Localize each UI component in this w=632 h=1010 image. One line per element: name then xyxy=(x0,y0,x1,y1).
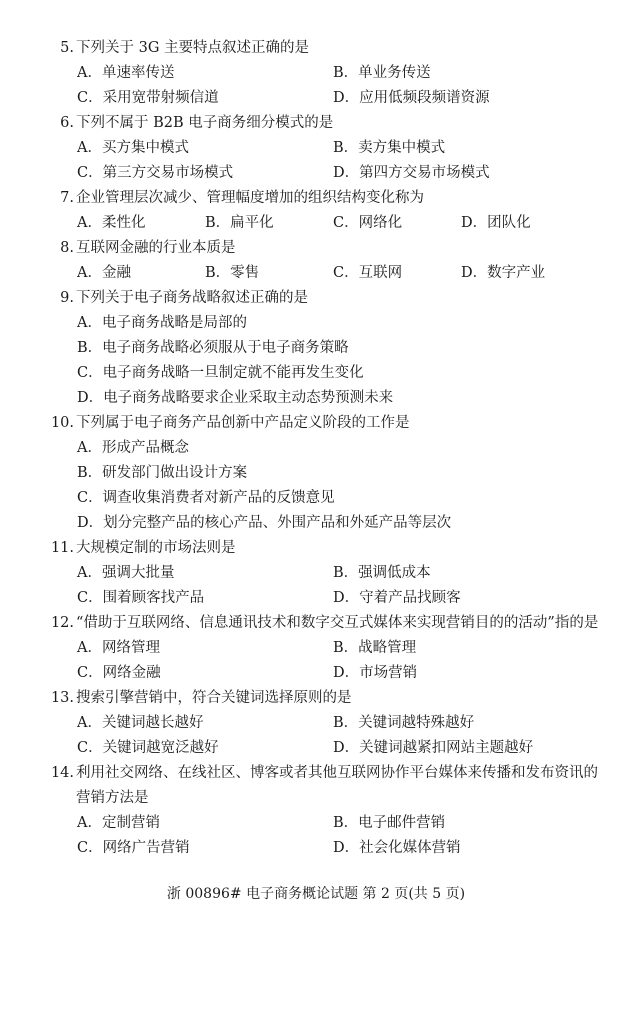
question-stem xyxy=(0,186,632,211)
question-stem xyxy=(0,761,632,786)
option-c: C．调查收集消费者对新产品的反馈意见 xyxy=(77,490,335,506)
option-b: B．电子邮件营销 xyxy=(333,815,446,831)
question-number: 7. xyxy=(60,190,74,206)
options-row xyxy=(0,586,632,611)
options-row xyxy=(0,136,632,161)
option-c: C．关键词越宽泛越好 xyxy=(77,740,219,756)
question-stem xyxy=(0,286,632,311)
options-row xyxy=(0,711,632,736)
options-row xyxy=(0,661,632,686)
option-d: D．团队化 xyxy=(461,215,531,231)
question-stem xyxy=(0,536,632,561)
question-6 xyxy=(0,111,632,186)
option-a: A．定制营销 xyxy=(77,815,160,831)
option-a: A．单速率传送 xyxy=(77,65,175,81)
options-row xyxy=(0,61,632,86)
option-c: C．围着顾客找产品 xyxy=(77,590,205,606)
option-b: B．关键词越特殊越好 xyxy=(333,715,475,731)
question-5 xyxy=(0,36,632,111)
option-d: D．社会化媒体营销 xyxy=(333,840,461,856)
question-number: 12. xyxy=(50,615,74,631)
option-b: B．研发部门做出设计方案 xyxy=(77,465,248,481)
question-9 xyxy=(0,286,632,411)
question-text: 下列关于电子商务战略叙述正确的是 xyxy=(76,290,308,306)
option-a: A．电子商务战略是局部的 xyxy=(77,315,247,331)
question-text: 大规模定制的市场法则是 xyxy=(76,540,236,556)
option-c: C．互联网 xyxy=(333,265,403,281)
option-d: D．守着产品找顾客 xyxy=(333,590,461,606)
question-10 xyxy=(0,411,632,536)
question-13 xyxy=(0,686,632,761)
option-a: A．买方集中模式 xyxy=(77,140,189,156)
options-row xyxy=(0,211,632,236)
option-b: B．单业务传送 xyxy=(333,65,431,81)
option-b: B．电子商务战略必须服从于电子商务策略 xyxy=(77,340,349,356)
options-row xyxy=(0,736,632,761)
question-12 xyxy=(0,611,632,686)
option-c: C．网络化 xyxy=(333,215,403,231)
question-8 xyxy=(0,236,632,286)
option-d: D．数字产业 xyxy=(461,265,546,281)
question-stem xyxy=(0,411,632,436)
question-text: 搜索引擎营销中，符合关键词选择原则的是 xyxy=(76,690,352,706)
option-b: B．战略管理 xyxy=(333,640,417,656)
option-c: C．网络广告营销 xyxy=(77,840,190,856)
option-a: A．强调大批量 xyxy=(77,565,175,581)
options-row xyxy=(0,811,632,836)
option-d: D．电子商务战略要求企业采取主动态势预测未来 xyxy=(77,390,394,406)
option-a: A．金融 xyxy=(77,265,131,281)
question-text: 互联网金融的行业本质是 xyxy=(76,240,236,256)
question-number: 8. xyxy=(60,240,74,256)
option-d: D．应用低频段频谱资源 xyxy=(333,90,490,106)
question-14 xyxy=(0,761,632,861)
option-d: D．市场营销 xyxy=(333,665,418,681)
question-text: 营销方法是 xyxy=(76,790,149,806)
page-footer: 浙 00896# 电子商务概论试题 第 2 页(共 5 页) xyxy=(166,886,466,902)
options-row xyxy=(0,86,632,111)
question-text: “借助于互联网络、信息通讯技术和数字交互式媒体来实现营销目的的活动”指的是 xyxy=(76,615,599,631)
exam-page xyxy=(0,36,632,861)
question-number: 9. xyxy=(60,290,74,306)
options-row xyxy=(0,561,632,586)
option-d: D．划分完整产品的核心产品、外围产品和外延产品等层次 xyxy=(77,515,452,531)
question-stem-continued xyxy=(0,786,632,811)
option-b: B．扁平化 xyxy=(205,215,274,231)
question-stem xyxy=(0,686,632,711)
question-number: 13. xyxy=(50,690,74,706)
options-row xyxy=(0,261,632,286)
question-stem xyxy=(0,611,632,636)
question-7 xyxy=(0,186,632,236)
question-number: 6. xyxy=(60,115,74,131)
options-row xyxy=(0,836,632,861)
option-a: A．形成产品概念 xyxy=(77,440,189,456)
option-a: A．关键词越长越好 xyxy=(77,715,204,731)
question-text: 下列不属于 B2B 电子商务细分模式的是 xyxy=(76,115,334,131)
question-stem xyxy=(0,36,632,61)
option-c: C．采用宽带射频信道 xyxy=(77,90,219,106)
option-a: A．柔性化 xyxy=(77,215,146,231)
question-stem xyxy=(0,236,632,261)
question-number: 14. xyxy=(50,765,74,781)
option-a: A．网络管理 xyxy=(77,640,160,656)
option-b: B．卖方集中模式 xyxy=(333,140,446,156)
question-11 xyxy=(0,536,632,611)
options-row xyxy=(0,636,632,661)
option-b: B．零售 xyxy=(205,265,260,281)
option-c: C．第三方交易市场模式 xyxy=(77,165,234,181)
option-c: C．网络金融 xyxy=(77,665,161,681)
options-row xyxy=(0,161,632,186)
question-text: 利用社交网络、在线社区、博客或者其他互联网协作平台媒体来传播和发布资讯的 xyxy=(76,765,598,781)
question-number: 10. xyxy=(50,415,74,431)
question-text: 下列属于电子商务产品创新中产品定义阶段的工作是 xyxy=(76,415,410,431)
option-b: B．强调低成本 xyxy=(333,565,431,581)
question-number: 11. xyxy=(50,540,74,556)
option-d: D．第四方交易市场模式 xyxy=(333,165,490,181)
option-d: D．关键词越紧扣网站主题越好 xyxy=(333,740,534,756)
question-number: 5. xyxy=(60,40,74,56)
question-stem xyxy=(0,111,632,136)
option-c: C．电子商务战略一旦制定就不能再发生变化 xyxy=(77,365,364,381)
question-text: 下列关于 3G 主要特点叙述正确的是 xyxy=(76,40,310,56)
question-text: 企业管理层次减少、管理幅度增加的组织结构变化称为 xyxy=(76,190,424,206)
